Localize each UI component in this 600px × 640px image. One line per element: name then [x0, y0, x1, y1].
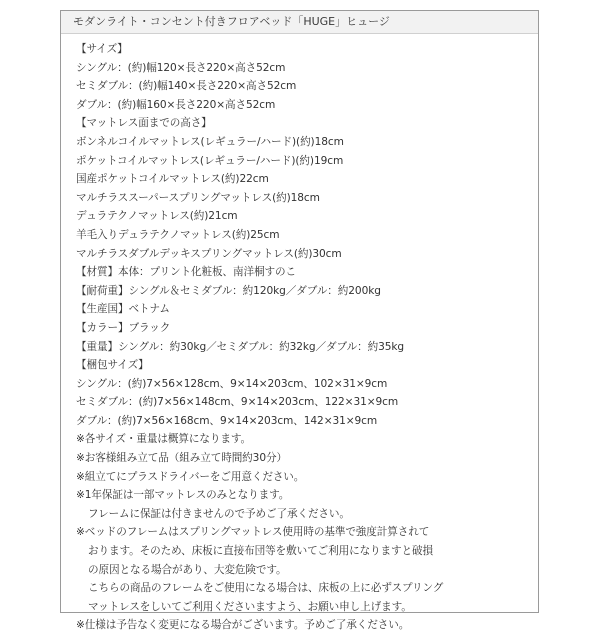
spec-line: 【マットレス面までの高さ】 — [76, 117, 212, 130]
spec-line: の原因となる場合があり、大変危険です。 — [88, 563, 287, 576]
spec-line: シングル：(約)幅120×長さ220×高さ52cm — [76, 61, 286, 74]
spec-line: ポケットコイルマットレス(レギュラー/ハード)(約)19cm — [76, 154, 344, 167]
spec-line: 【重量】シングル：約30kg／セミダブル：約32kg／ダブル：約35kg — [76, 340, 405, 353]
spec-body — [76, 40, 532, 635]
spec-line: マルチラスダブルデッキスプリングマットレス(約)30cm — [76, 247, 342, 260]
spec-line: 【カラー】ブラック — [76, 321, 171, 334]
spec-line: セミダブル：(約)7×56×148cm、9×14×203cm、122×31×9cm — [76, 396, 399, 409]
spec-line: 【梱包サイズ】 — [76, 359, 149, 372]
spec-line: ボンネルコイルマットレス(レギュラー/ハード)(約)18cm — [76, 135, 344, 148]
spec-line: 国産ポケットコイルマットレス(約)22cm — [76, 173, 269, 186]
spec-line: 【耐荷重】シングル＆セミダブル：約120kg／ダブル：約200kg — [76, 284, 381, 297]
spec-line: 【サイズ】 — [76, 43, 128, 55]
spec-line: デュラテクノマットレス(約)21cm — [76, 210, 238, 223]
spec-line: ※各サイズ・重量は概算になります。 — [76, 433, 251, 446]
spec-line: シングル：(約)7×56×128cm、9×14×203cm、102×31×9cm — [76, 377, 388, 390]
spec-line: ※1年保証は一部マットレスのみとなります。 — [76, 489, 290, 502]
spec-line: セミダブル：(約)幅140×長さ220×高さ52cm — [76, 80, 297, 93]
spec-line: 【材質】本体：プリント化粧板、南洋桐すのこ — [76, 266, 296, 279]
spec-panel — [60, 10, 539, 632]
spec-line: おります。そのため、床板に直接布団等を敷いてご利用になりますと破損 — [88, 545, 434, 558]
spec-line: ダブル：(約)幅160×長さ220×高さ52cm — [76, 98, 276, 111]
spec-line: ダブル：(約)7×56×168cm、9×14×203cm、142×31×9cm — [76, 414, 378, 427]
spec-line: フレームに保証は付きませんので予めご了承ください。 — [88, 507, 350, 520]
spec-header-title: モダンライト・コンセント付きフロアベッド「HUGE」ヒュージ — [61, 11, 538, 34]
spec-line: 羊毛入りデュラテクノマットレス(約)25cm — [76, 228, 280, 241]
spec-line: こちらの商品のフレームをご使用になる場合は、床板の上に必ずスプリング — [88, 582, 444, 595]
spec-line: マルチラススーパースプリングマットレス(約)18cm — [76, 191, 320, 204]
spec-line: ※仕様は予告なく変更になる場合がございます。予めご了承ください。 — [76, 619, 410, 632]
spec-line: ※ベッドのフレームはスプリングマットレス使用時の基準で強度計算されて — [76, 526, 430, 539]
spec-line: ※お客様組み立て品（組み立て時間約30分） — [76, 452, 287, 465]
spec-line: マットレスをしいてご利用くださいますよう、お願い申し上げます。 — [88, 600, 412, 613]
spec-line: ※組立てにプラスドライバーをご用意ください。 — [76, 470, 305, 483]
spec-line: 【生産国】ベトナム — [76, 303, 170, 316]
